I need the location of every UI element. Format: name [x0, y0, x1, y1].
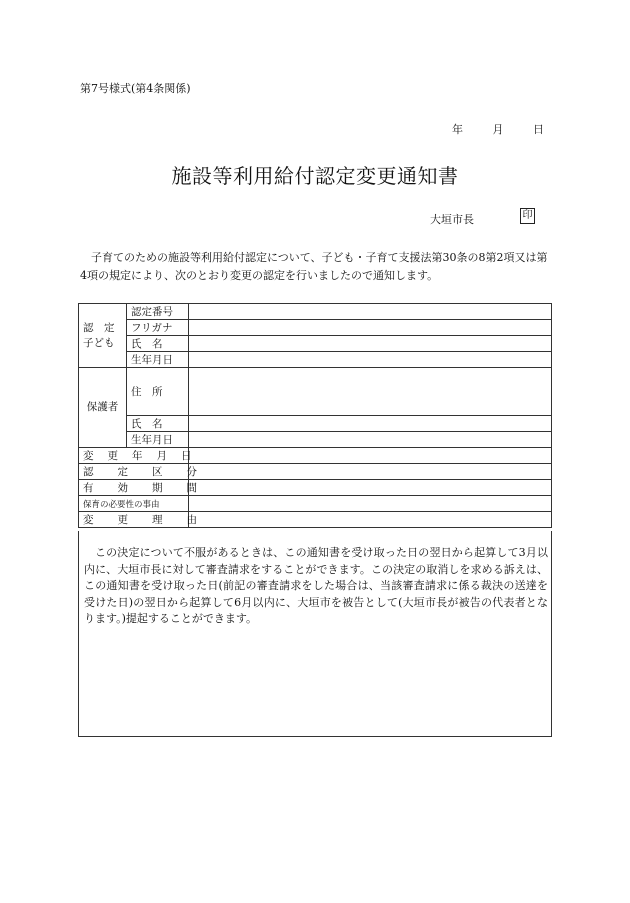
category-label: 認定区分 [79, 464, 189, 480]
certification-table [78, 303, 552, 528]
child-birthdate-value[interactable] [189, 352, 552, 368]
intro-paragraph: 子育てのための施設等利用給付認定について、子ども・子育て支援法第30条の8第2項又は第4項の規定により、次のとおり変更の認定を行いましたので通知します。 [80, 251, 548, 282]
cert-number-value[interactable] [189, 304, 552, 320]
furigana-value[interactable] [189, 320, 552, 336]
document-title: 施設等利用給付認定変更通知書 [171, 164, 459, 188]
category-value[interactable] [189, 464, 552, 480]
date-line [452, 121, 544, 137]
form-number: 第7号様式(第4条関係) [80, 82, 191, 95]
address-value[interactable] [189, 368, 552, 416]
guardian-name-value[interactable] [189, 416, 552, 432]
issuer-name: 大垣市長 [430, 213, 474, 226]
date-year-label: 年 [452, 123, 463, 136]
change-date-label: 変更年月日 [79, 448, 189, 464]
cert-number-label: 認定番号 [127, 304, 189, 320]
guardian-group-label: 保護者 [79, 368, 127, 448]
appeal-notice-box [78, 531, 552, 737]
address-label: 住 所 [127, 368, 189, 416]
necessity-value[interactable] [189, 496, 552, 512]
child-group-text: 認 定 子ども [83, 321, 115, 349]
necessity-label: 保育の必要性の事由 [79, 496, 189, 512]
guardian-name-label: 氏 名 [127, 416, 189, 432]
validity-label: 有効期間 [79, 480, 189, 496]
validity-value[interactable] [189, 480, 552, 496]
date-month-label: 月 [492, 123, 504, 136]
reason-value[interactable] [189, 512, 552, 528]
seal-mark: 印 [520, 208, 535, 224]
child-name-value[interactable] [189, 336, 552, 352]
furigana-label: フリガナ [127, 320, 189, 336]
guardian-birthdate-label: 生年月日 [127, 432, 189, 448]
date-day-label: 日 [533, 123, 544, 136]
guardian-birthdate-value[interactable] [189, 432, 552, 448]
child-name-label: 氏 名 [127, 336, 189, 352]
child-birthdate-label: 生年月日 [127, 352, 189, 368]
appeal-notice-text: この決定について不服があるときは、この通知書を受け取った日の翌日から起算して3月以内に、大垣市長に対して審査請求をすることができます。この決定の取消しを求める訴えは、この通知書を受け取った日(前記の審査請求をした場合は、当該審査請求に係る裁決の送達を受けた日)の翌日から起算して6月以内に、大垣市を被告として(大垣市長が被告の代表者となります。)提起することができます。 [84, 546, 548, 625]
child-group-label [79, 304, 127, 368]
reason-label: 変更理由 [79, 512, 189, 528]
change-date-value[interactable] [189, 448, 552, 464]
